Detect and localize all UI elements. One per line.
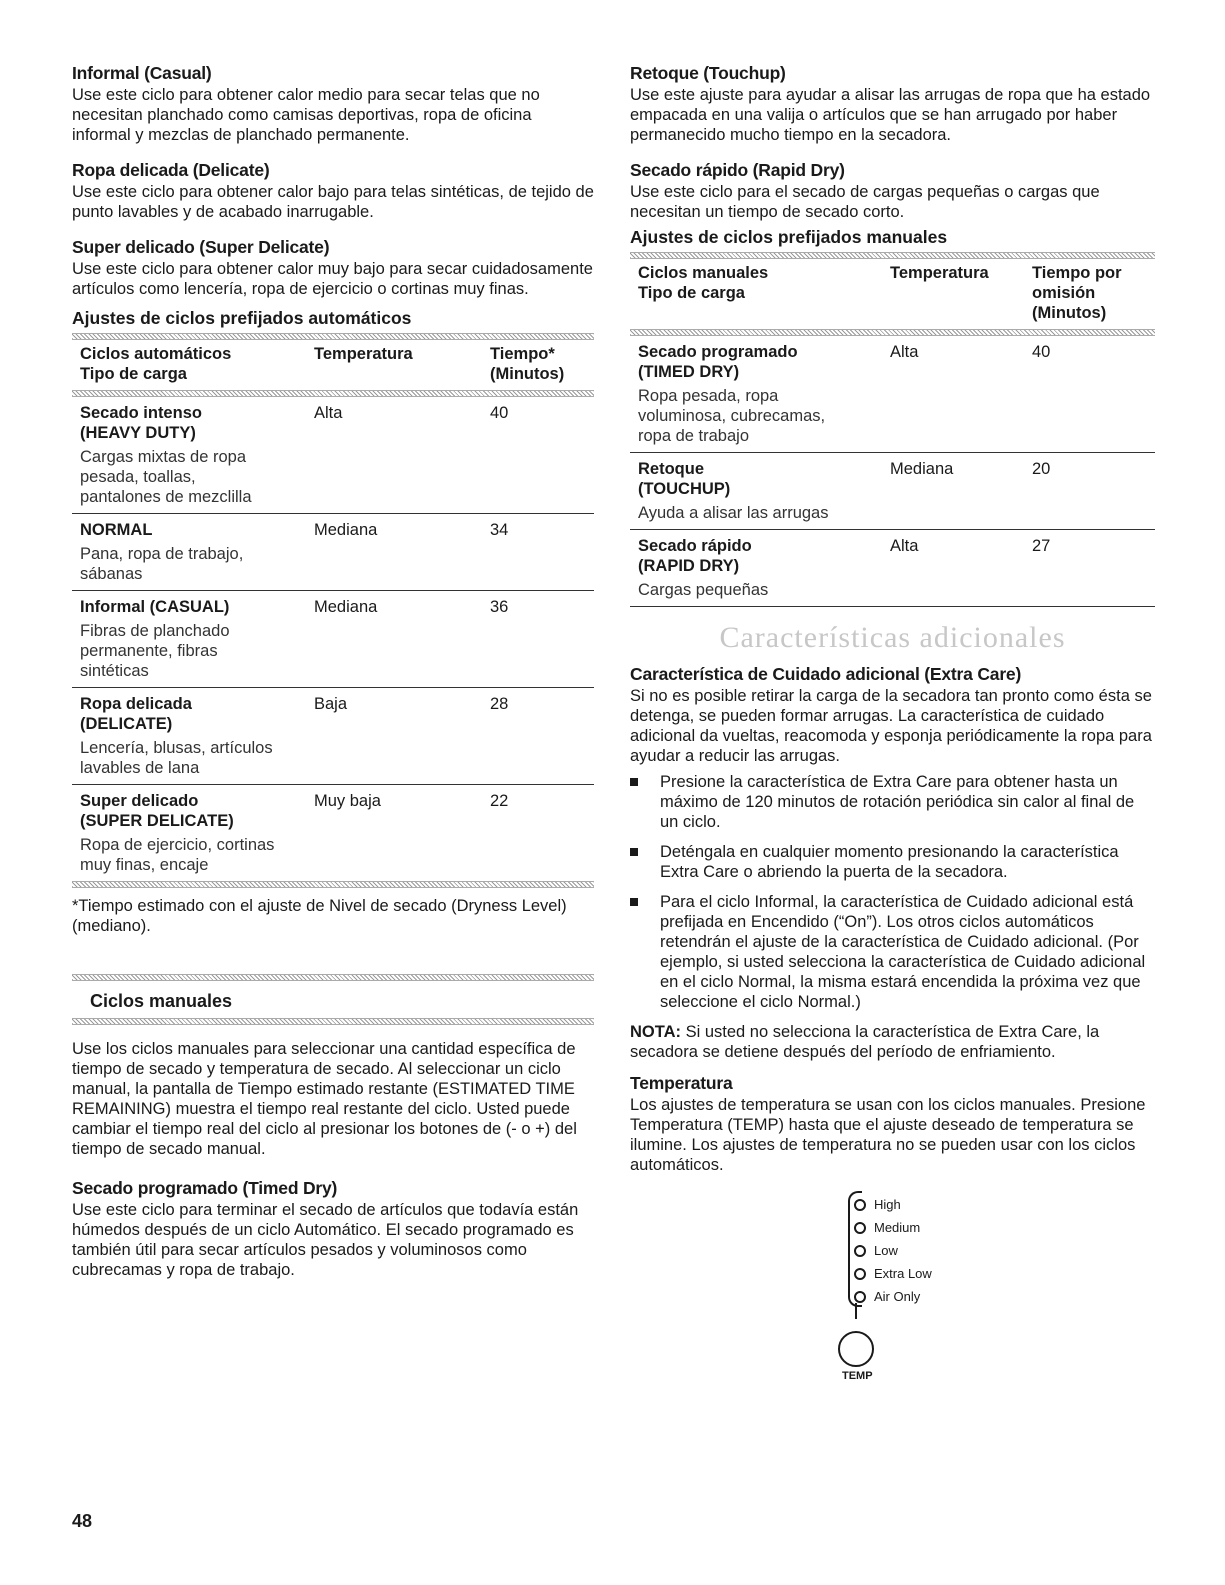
section-title: Secado programado (Timed Dry): [72, 1178, 338, 1198]
indicator-light-icon: [854, 1268, 866, 1280]
cell-time: 34: [490, 521, 509, 539]
table-row: [630, 452, 1155, 529]
section-title: Ropa delicada (Delicate): [72, 160, 270, 180]
cycle-name: Ropa delicada (DELICATE): [80, 695, 192, 733]
col-header-temp: Temperatura: [890, 264, 989, 282]
section-super-delicate: [72, 236, 594, 299]
load-type: Ayuda a alisar las arrugas: [638, 504, 829, 522]
table-row: [72, 397, 594, 513]
temp-option-label: Medium: [874, 1220, 921, 1235]
cell-temperature: Mediana: [890, 460, 954, 478]
heading-divider: [72, 1018, 594, 1025]
cycle-name: Informal (CASUAL): [80, 598, 230, 616]
note-text: Si usted no selecciona la característica de Extra Care, la secadora se detiene después del período de enfriamiento.: [630, 1023, 1100, 1061]
temp-option-label: Extra Low: [874, 1266, 932, 1281]
list-item: Para el ciclo Informal, la característica de Cuidado adicional está prefijada en Encendido (“On”). Los otros ciclos automáticos retendrán el ajuste de la característica de Cuidado adicional. (Por ejemplo, si usted selecciona la característica de Cuidado adicional en el ciclo Normal, la misma estará encendida la próxima vez que seleccione el ciclo Normal.): [630, 892, 1155, 1012]
cell-time: 27: [1032, 537, 1051, 555]
col-header-temp: Temperatura: [314, 345, 413, 363]
section-body: Use este ajuste para ayudar a alisar las arrugas de ropa que ha estado empacada en una valija o artículos que se han arrugado por haber permanecido mucho tiempo en la secadora.: [630, 86, 1151, 144]
load-type: Cargas mixtas de ropa pesada, toallas, pantalones de mezclilla: [80, 448, 252, 506]
section-body: Use este ciclo para terminar el secado de artículos que todavía están húmedos después de un ciclo Automático. El secado programado es también útil para secar artículos pesados y voluminosos como cubrecamas y ropa de trabajo.: [72, 1201, 579, 1279]
temperature-control-diagram: [842, 1187, 1048, 1397]
temp-option-air-only: [854, 1289, 920, 1305]
cell-time: 40: [490, 404, 509, 422]
cell-cycle: [638, 536, 890, 600]
auto-cycles-table: [72, 307, 594, 936]
cycle-name: Retoque (TOUCHUP): [638, 460, 731, 498]
right-column: [630, 62, 1155, 1397]
cell-temperature: Alta: [890, 343, 919, 361]
temp-option-low: [854, 1243, 898, 1259]
section-body: Use este ciclo para obtener calor bajo para telas sintéticas, de tejido de punto lavables y de acabado inarrugable.: [72, 183, 594, 221]
table-divider: [630, 329, 1155, 336]
cell-cycle: [80, 403, 314, 507]
section-temperature: [630, 1072, 1155, 1175]
cell-temperature: Muy baja: [314, 792, 381, 810]
cycle-name: Secado programado (TIMED DRY): [638, 343, 798, 381]
temp-option-medium: [854, 1220, 920, 1236]
load-type: Fibras de planchado permanente, fibras sintéticas: [80, 622, 230, 680]
table-header: [72, 340, 594, 390]
table-divider: [72, 333, 594, 340]
cell-temperature: Alta: [890, 537, 919, 555]
cell-temperature: Alta: [314, 404, 343, 422]
section-extra-care: [630, 663, 1155, 1062]
list-item: Presione la característica de Extra Care para obtener hasta un máximo de 120 minutos de rotación periódica sin calor al final de un ciclo.: [630, 772, 1155, 832]
section-title: Característica de Cuidado adicional (Extra Care): [630, 664, 1022, 684]
table-divider: [630, 252, 1155, 259]
section-touchup: [630, 62, 1155, 145]
section-casual: [72, 62, 594, 145]
heading-divider: [72, 974, 594, 981]
cycle-name: Secado rápido (RAPID DRY): [638, 537, 752, 575]
load-type: Cargas pequeñas: [638, 581, 769, 599]
col-header-time: Tiempo* (Minutos): [490, 345, 565, 383]
bracket-stem: [855, 1303, 857, 1319]
temp-option-label: Low: [874, 1243, 898, 1258]
section-body: Use este ciclo para obtener calor medio para secar telas que no necesitan planchado como camisas deportivas, ropa de oficina informal y mezclas de planchado permanente.: [72, 86, 540, 144]
cell-time: 40: [1032, 343, 1051, 361]
table-header: [630, 259, 1155, 329]
cell-cycle: [80, 597, 314, 681]
cell-time: 36: [490, 598, 509, 616]
table-row: [72, 687, 594, 784]
section-rapid-dry: [630, 159, 1155, 222]
temp-option-high: [854, 1197, 901, 1213]
load-type: Pana, ropa de trabajo, sábanas: [80, 545, 244, 583]
manual-cycles-heading: [72, 974, 594, 1025]
table-row: [630, 336, 1155, 452]
indicator-light-icon: [854, 1291, 866, 1303]
note-label: NOTA:: [630, 1023, 682, 1041]
temp-option-label: High: [874, 1197, 901, 1212]
col-header-cycle: Ciclos manuales Tipo de carga: [638, 264, 769, 302]
indicator-light-icon: [854, 1199, 866, 1211]
additional-features-heading: Características adicionales: [719, 621, 1066, 654]
table-row: [72, 590, 594, 687]
extra-care-list: [630, 772, 1155, 1012]
table-divider: [72, 390, 594, 397]
section-delicate: [72, 159, 594, 222]
indicator-light-icon: [854, 1222, 866, 1234]
col-header-time: Tiempo por omisión (Minutos): [1032, 264, 1122, 322]
section-title: Secado rápido (Rapid Dry): [630, 160, 845, 180]
cell-temperature: Mediana: [314, 598, 378, 616]
cell-temperature: Mediana: [314, 521, 378, 539]
temp-button-icon: [838, 1331, 874, 1367]
table-title: Ajustes de ciclos prefijados manuales: [630, 227, 948, 247]
cell-time: 28: [490, 695, 509, 713]
cell-cycle: [80, 791, 314, 875]
cell-cycle: [638, 459, 890, 523]
cycle-name: Super delicado (SUPER DELICATE): [80, 792, 234, 830]
page-number: 48: [72, 1511, 93, 1531]
section-title: Informal (Casual): [72, 63, 212, 83]
section-body: Si no es posible retirar la carga de la secadora tan pronto como ésta se detenga, se pueden formar arrugas. La característica de cuidado adicional da vueltas, reacomoda y esponja periódicamente la ropa para ayudar a reducir las arrugas.: [630, 687, 1152, 765]
list-item: Deténgala en cualquier momento presionando la característica Extra Care o abriendo la puerta de la secadora.: [630, 842, 1155, 882]
table-footnote: *Tiempo estimado con el ajuste de Nivel de secado (Dryness Level) (mediano).: [72, 897, 567, 935]
table-row: [72, 513, 594, 590]
cell-cycle: [638, 342, 890, 446]
temp-option-extra-low: [854, 1266, 932, 1282]
table-body: [72, 397, 594, 881]
cell-cycle: [80, 694, 314, 778]
table-title: Ajustes de ciclos prefijados automáticos: [72, 308, 412, 328]
load-type: Ropa pesada, ropa voluminosa, cubrecamas, ropa de trabajo: [638, 387, 826, 445]
section-title: Super delicado (Super Delicate): [72, 237, 330, 257]
section-body: Los ajustes de temperatura se usan con los ciclos manuales. Presione Temperatura (TEMP) hasta que el ajuste deseado de temperatura se ilumine. Los ajustes de temperatura no se pueden usar con los ciclos automáticos.: [630, 1096, 1146, 1174]
section-title: Temperatura: [630, 1073, 733, 1093]
note: [630, 1022, 1155, 1062]
load-type: Ropa de ejercicio, cortinas muy finas, encaje: [80, 836, 275, 874]
cell-time: 20: [1032, 460, 1051, 478]
cell-temperature: Baja: [314, 695, 348, 713]
heading-label: Ciclos manuales: [90, 991, 233, 1011]
load-type: Lencería, blusas, artículos lavables de lana: [80, 739, 273, 777]
temp-option-label: Air Only: [874, 1289, 921, 1304]
table-row: [630, 529, 1155, 606]
temp-button-label: TEMP: [842, 1370, 873, 1382]
cycle-name: Secado intenso (HEAVY DUTY): [80, 404, 202, 442]
table-body: [630, 336, 1155, 607]
section-timed-dry: [72, 1177, 594, 1280]
indicator-light-icon: [854, 1245, 866, 1257]
manual-cycles-table: [630, 226, 1155, 607]
section-body: Use este ciclo para el secado de cargas pequeñas o cargas que necesitan un tiempo de secado corto.: [630, 183, 1100, 221]
cell-cycle: [80, 520, 314, 584]
cycle-name: NORMAL: [80, 521, 153, 539]
section-body: Use este ciclo para obtener calor muy bajo para secar cuidadosamente artículos como lencería, ropa de ejercicio o cortinas muy finas.: [72, 260, 593, 298]
table-row: [72, 784, 594, 881]
manual-cycles-body: Use los ciclos manuales para seleccionar una cantidad específica de tiempo de secado y temperatura de secado. Al seleccionar un ciclo manual, la pantalla de Tiempo estimado restante (ESTIMATED TIME REMAINING) muestra el tiempo real restante del ciclo. Usted puede cambiar el tiempo real del ciclo al presionar los botones de (- o +) del tiempo de secado manual.: [72, 1040, 577, 1158]
left-column: [72, 62, 594, 1294]
cell-time: 22: [490, 792, 509, 810]
col-header-cycle: Ciclos automáticos Tipo de carga: [80, 345, 232, 383]
table-divider: [72, 881, 594, 888]
section-title: Retoque (Touchup): [630, 63, 786, 83]
